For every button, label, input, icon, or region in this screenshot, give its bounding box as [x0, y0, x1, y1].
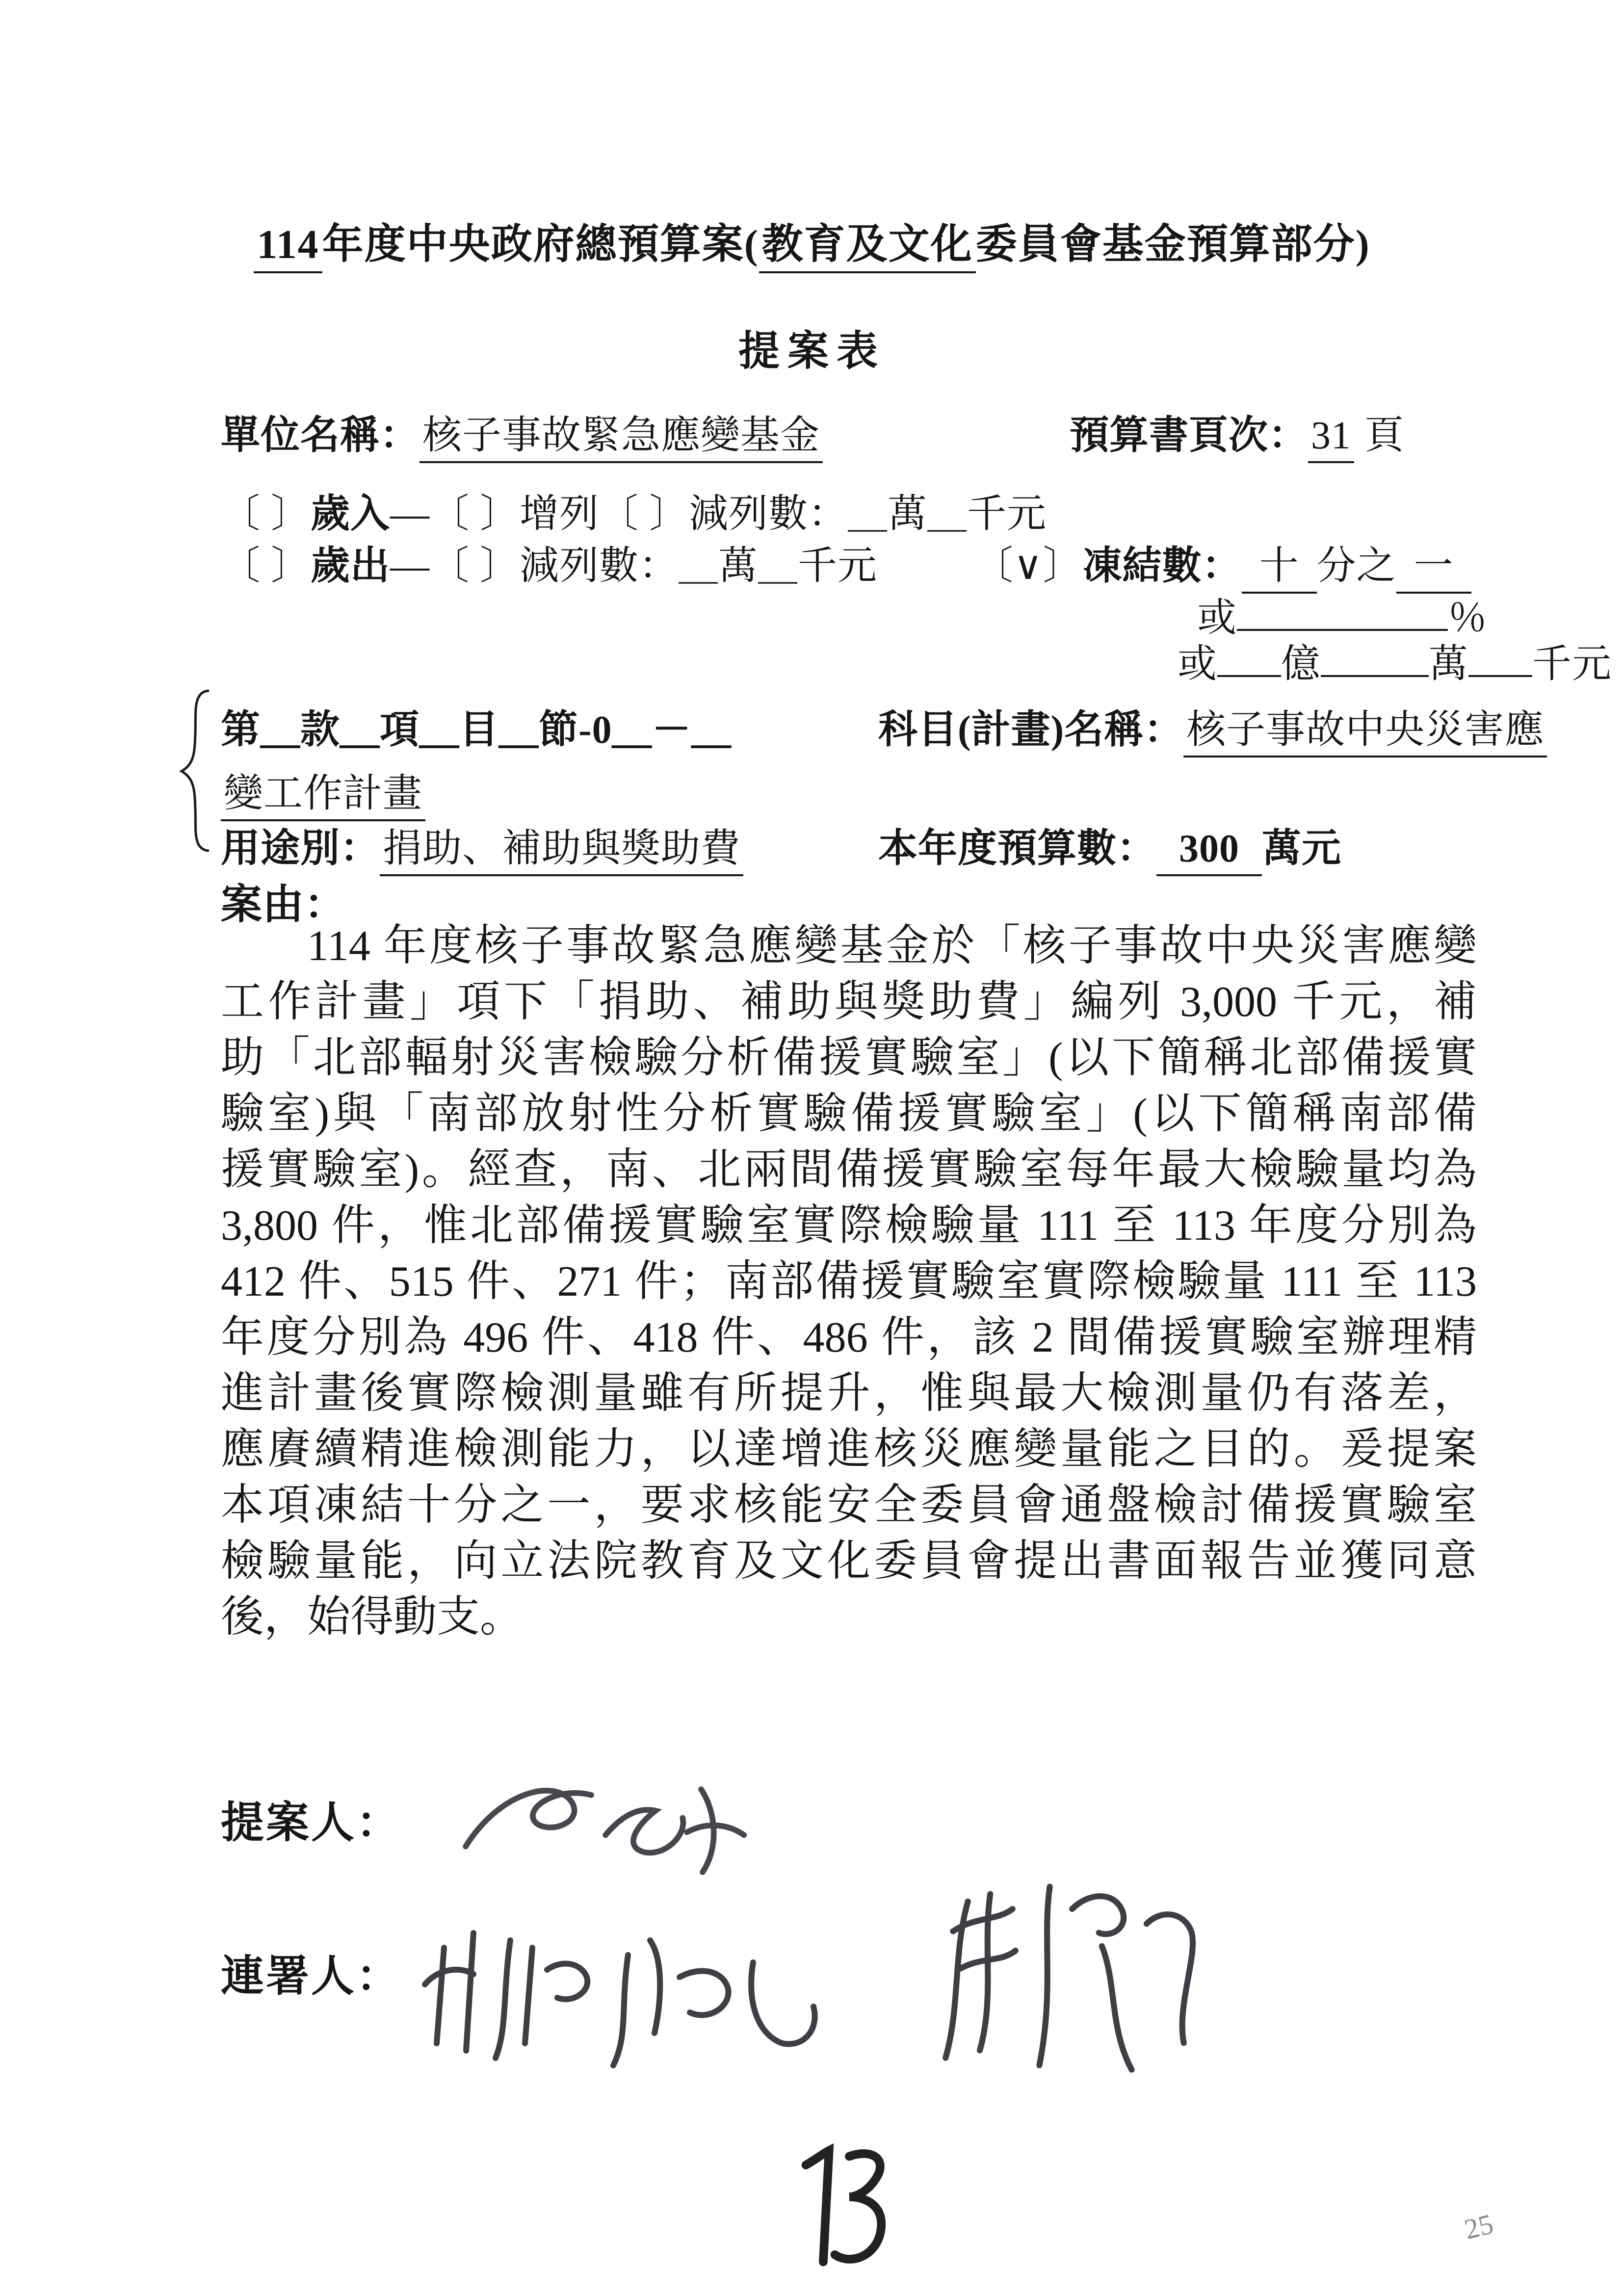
budget-row	[878, 816, 1341, 873]
subject-label: 科目(計畫)名稱：	[878, 708, 1184, 752]
body-line: 本項凍結十分之一，要求核能安全委員會通盤檢討備援實驗室	[221, 1482, 1477, 1529]
section-line: 第＿款＿項＿目＿節-0＿－＿	[221, 708, 732, 752]
budget-label: 本年度預算數：	[878, 827, 1156, 870]
title-end: 委員會基金預算部分)	[975, 222, 1370, 267]
body-line: 助「北部輻射災害檢驗分析備援實驗室」(以下簡稱北部備援實	[221, 1034, 1477, 1082]
proposer-label: 提案人：	[221, 1800, 402, 1847]
corner-note: 25	[1461, 2207, 1497, 2246]
title-year: 114	[254, 222, 322, 273]
body-line: 114 年度核子事故緊急應變基金於「核子事故中央災害應變	[307, 922, 1477, 970]
revenue-checkbox: 〔 〕	[221, 493, 311, 536]
subject-row	[878, 698, 1547, 754]
freeze-fraction-text: 分之	[1316, 545, 1396, 588]
expenditure-label: 歲出	[311, 545, 390, 588]
body-line: 年度分別為 496 件、418 件、486 件，該 2 間備援實驗室辦理精	[221, 1314, 1477, 1361]
page-ref	[1070, 403, 1404, 460]
usage-label: 用途別：	[221, 827, 380, 870]
page-number-text	[780, 2156, 781, 2157]
signature-cosigner-1	[407, 1904, 849, 2080]
yi-blank	[1217, 640, 1281, 677]
body-line: 應賡續精進檢測能力，以達增進核災應變量能之目的。爰提案	[221, 1426, 1477, 1473]
signature-proposer	[422, 1747, 795, 1904]
percent-blank	[1237, 594, 1448, 631]
page-ref-value: 31	[1308, 414, 1354, 463]
usage-row	[221, 816, 743, 873]
title-committee: 教育及文化	[759, 222, 976, 273]
case-body	[221, 918, 1477, 1645]
body-line: 進計畫後實際檢測量雖有所提升，惟與最大檢測量仍有落差，	[221, 1370, 1477, 1417]
freeze-row	[974, 534, 1471, 590]
page-ref-unit: 頁	[1364, 414, 1404, 457]
page-ref-label: 預算書頁次：	[1070, 414, 1308, 457]
subject-value-line2: 變工作計畫	[221, 772, 425, 821]
unit-name-label: 單位名稱：	[221, 414, 419, 457]
body-line: 工作計畫」項下「捐助、補助與獎助費」編列 3,000 千元，補	[221, 978, 1477, 1026]
body-line: 3,800 件，惟北部備援實驗室實際檢驗量 111 至 113 年度分別為	[221, 1202, 1477, 1250]
body-line: 412 件、515 件、271 件；南部備援實驗室實際檢驗量 111 至 113	[221, 1258, 1477, 1305]
unit-name-row	[221, 403, 823, 460]
revenue-label: 歲入	[311, 493, 390, 536]
percent-sign: ％	[1448, 597, 1488, 640]
qian-blank	[1468, 640, 1532, 677]
freeze-alt-amount-row	[1178, 632, 1612, 688]
expenditure-blanks: —〔 〕減列數：＿萬＿千元	[390, 545, 877, 588]
cosigner-label: 連署人：	[221, 1953, 402, 2001]
wan-unit: 萬	[1429, 643, 1468, 686]
yi-unit: 億	[1281, 643, 1321, 686]
body-line: 驗室)與「南部放射性分析實驗備援實驗室」(以下簡稱南部備	[221, 1090, 1477, 1138]
body-line: 後，始得動支。	[221, 1593, 524, 1641]
expenditure-row	[221, 534, 877, 590]
or-text: 或	[1197, 597, 1237, 640]
qian-unit: 千元	[1532, 643, 1612, 686]
usage-value: 捐助、補助與獎助費	[380, 827, 743, 876]
title-mid: 年度中央政府總預算案(	[322, 222, 759, 267]
subject-wrap-row	[221, 761, 425, 818]
handwritten-page-number	[765, 2139, 903, 2276]
expenditure-checkbox: 〔 〕	[221, 545, 311, 588]
or-text-2: 或	[1178, 643, 1217, 686]
body-line: 援實驗室)。經查，南、北兩間備援實驗室每年最大檢驗量均為	[221, 1146, 1477, 1194]
signature-cosigner-2	[908, 1864, 1222, 2080]
section-row	[221, 698, 732, 754]
freeze-denominator: 一	[1396, 545, 1471, 594]
budget-value: 300	[1156, 827, 1262, 876]
freeze-numerator: 十	[1242, 545, 1317, 594]
wan-blank	[1321, 640, 1429, 677]
freeze-label: 凍結數：	[1082, 545, 1242, 588]
revenue-blanks: —〔 〕增列〔 〕減列數：＿萬＿千元	[390, 493, 1047, 536]
body-line: 檢驗量能，向立法院教育及文化委員會提出書面報告並獲同意	[221, 1538, 1477, 1585]
document-subtitle: 提案表	[738, 329, 886, 374]
case-label: 案由：	[221, 882, 346, 928]
left-brace-mark	[176, 687, 211, 854]
unit-name-value: 核子事故緊急應變基金	[419, 414, 823, 463]
freeze-checkbox-checked: 〔∨〕	[974, 545, 1083, 588]
subject-value-line1: 核子事故中央災害應	[1183, 708, 1547, 757]
budget-unit: 萬元	[1262, 827, 1341, 870]
revenue-row	[221, 482, 1047, 538]
document-title	[0, 211, 1624, 270]
